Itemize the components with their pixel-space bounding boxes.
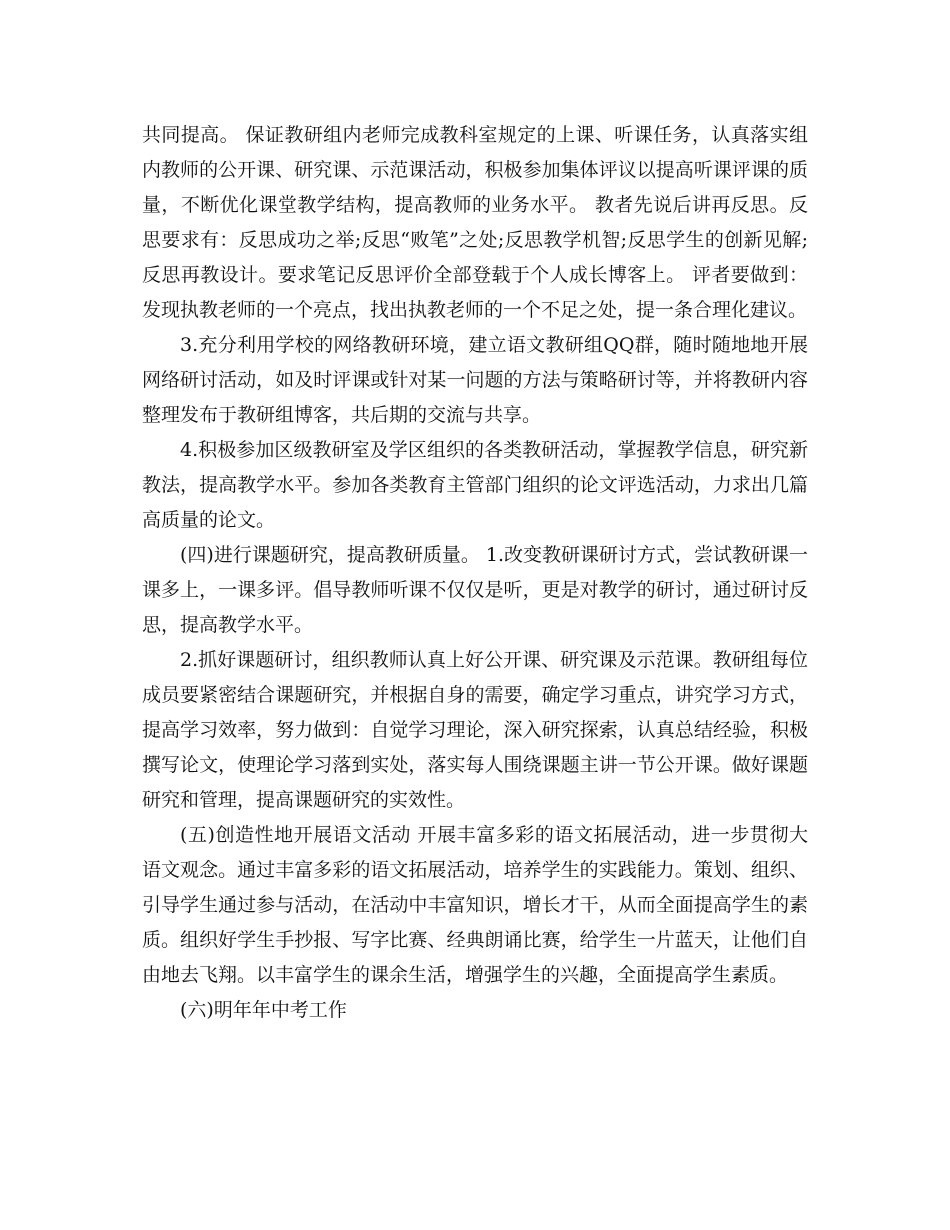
paragraph-4: (四)进行课题研究，提高教研质量。 1.改变教研课研讨方式，尝试教研课一课多上，一课多评。倡导教师听课不仅仅是听，更是对教学的研讨，通过研讨反思，提高教学水平。 (142, 544, 808, 636)
paragraph-1: 共同提高。 保证教研组内老师完成教科室规定的上课、听课任务，认真落实组内教师的公开课、研究课、示范课活动，积极参加集体评议以提高听课评课的质量，不断优化课堂教学结构，提高教师的业务水平。 教者先说后讲再反思。反思要求有：反思成功之举;反思“败笔”之处;反思教学机智;反思学生的创新见解;反思再教设计。要求笔记反思评价全部登载于个人成长博客上。 评者要做到：发现执教老师的一个亮点，找出执教老师的一个不足之处，提一条合理化建议。 (142, 124, 808, 321)
paragraph-6: (五)创造性地开展语文活动 开展丰富多彩的语文拓展活动，进一步贯彻大语文观念。通过丰富多彩的语文拓展活动，培养学生的实践能力。策划、组织、引导学生通过参与活动，在活动中丰富知识，增长才干，从而全面提高学生的素质。组织好学生手抄报、写字比赛、经典朗诵比赛，给学生一片蓝天，让他们自由地去飞翔。以丰富学生的课余生活，增强学生的兴趣，全面提高学生素质。 (142, 824, 808, 986)
document-body (142, 118, 808, 1028)
paragraph-7: (六)明年年中考工作 (180, 999, 347, 1021)
paragraph-3: 4.积极参加区级教研室及学区组织的各类教研活动，掌握教学信息，研究新教法，提高教学水平。参加各类教育主管部门组织的论文评选活动，力求出几篇高质量的论文。 (142, 439, 808, 531)
paragraph-2: 3.充分利用学校的网络教研环境，建立语文教研组QQ群，随时随地地开展网络研讨活动，如及时评课或针对某一问题的方法与策略研讨等，并将教研内容整理发布于教研组博客，共后期的交流与共享。 (142, 334, 808, 426)
paragraph-5: 2.抓好课题研讨，组织教师认真上好公开课、研究课及示范课。教研组每位成员要紧密结合课题研究，并根据自身的需要，确定学习重点，讲究学习方式，提高学习效率，努力做到：自觉学习理论，深入研究探索，认真总结经验，积极撰写论文，使理论学习落到实处，落实每人围绕课题主讲一节公开课。做好课题研究和管理，提高课题研究的实效性。 (142, 649, 808, 811)
